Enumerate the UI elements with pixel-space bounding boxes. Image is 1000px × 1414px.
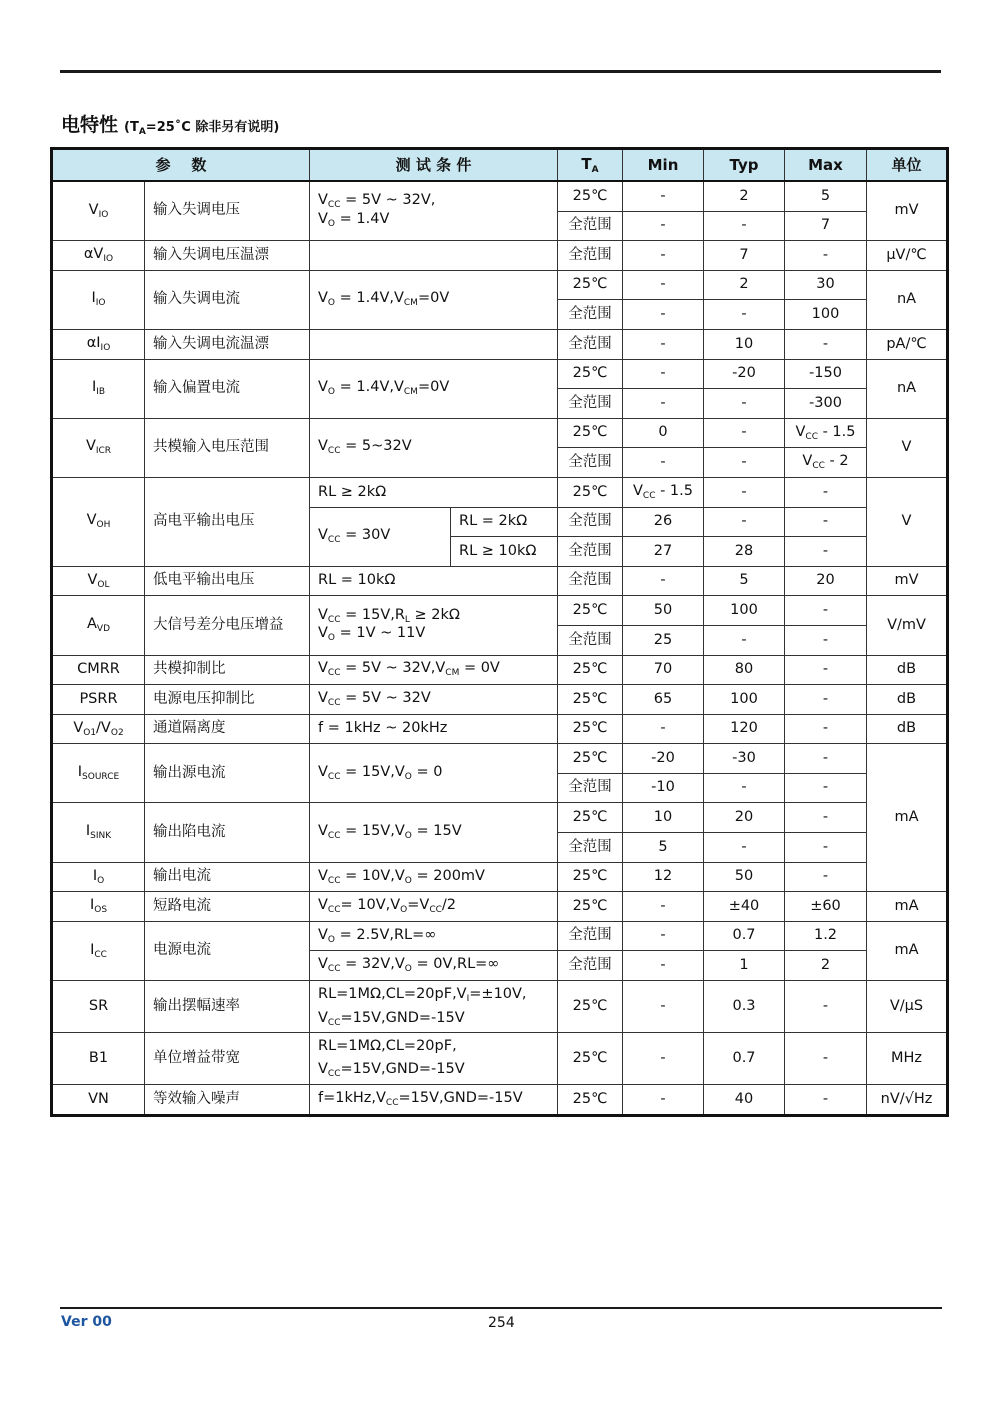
test-condition (310, 241, 558, 271)
header-min: Min (623, 149, 704, 182)
cell-min: 26 (623, 507, 704, 537)
test-condition: RL=1MΩ,CL=20pF, $V_{CC}=15V,GND=-15V$ (310, 1033, 558, 1085)
cell-ta: 25℃ (558, 477, 623, 507)
table-row (52, 329, 948, 359)
cell-typ: 28 (704, 537, 785, 567)
cell-max: - (785, 685, 867, 715)
cell-unit: mA (867, 921, 948, 980)
test-condition-sub: RL = 2kΩ (451, 507, 558, 537)
table-row (52, 862, 948, 892)
table-row (52, 921, 948, 951)
param-symbol: $I_{SOURCE}$ (52, 744, 145, 803)
test-condition: $V_{CC}$ = 5~32V (310, 418, 558, 477)
section-title (61, 110, 279, 137)
cell-ta: 全范围 (558, 921, 623, 951)
cell-ta: 25℃ (558, 1085, 623, 1116)
cell-typ: - (704, 300, 785, 330)
cell-ta: 全范围 (558, 241, 623, 271)
cell-max: 100 (785, 300, 867, 330)
cell-max: - (785, 537, 867, 567)
cell-min: $V_{CC} - 1.5$ (623, 477, 704, 507)
cell-max: - (785, 803, 867, 833)
cell-max: 7 (785, 211, 867, 241)
cell-ta: 25℃ (558, 744, 623, 774)
table-row (52, 685, 948, 715)
param-name: 输入失调电压 (145, 181, 310, 241)
cell-unit: V/μS (867, 981, 948, 1033)
cell-max: - (785, 862, 867, 892)
test-condition: $V_O = 2.5V,RL=\infty$ (310, 921, 558, 951)
cell-ta: 全范围 (558, 389, 623, 419)
param-symbol: $I_{SINK}$ (52, 803, 145, 862)
table-row (52, 270, 948, 300)
cell-min: - (623, 951, 704, 981)
cell-unit: pA/℃ (867, 329, 948, 359)
table-row (52, 418, 948, 448)
table-row (52, 566, 948, 596)
cell-min: -10 (623, 773, 704, 803)
cell-ta: 全范围 (558, 625, 623, 655)
param-symbol: $I_{IB}$ (52, 359, 145, 418)
cell-ta: 全范围 (558, 329, 623, 359)
param-name: 输出陷电流 (145, 803, 310, 862)
table-header-row (52, 149, 948, 182)
cell-ta: 25℃ (558, 418, 623, 448)
param-symbol: $V_{OL}$ (52, 566, 145, 596)
cell-min: - (623, 921, 704, 951)
param-name: 输入偏置电流 (145, 359, 310, 418)
table-row (52, 359, 948, 389)
cell-min: - (623, 981, 704, 1033)
param-symbol: VN (52, 1085, 145, 1116)
cell-typ: - (704, 211, 785, 241)
cell-max: - (785, 981, 867, 1033)
cell-max: ±60 (785, 892, 867, 922)
table-row (52, 714, 948, 744)
cell-ta: 25℃ (558, 596, 623, 626)
cell-typ: - (704, 448, 785, 478)
param-name: 大信号差分电压增益 (145, 596, 310, 655)
cell-unit: dB (867, 714, 948, 744)
cell-min: - (623, 270, 704, 300)
footer-rule (60, 1307, 942, 1309)
cell-max: - (785, 625, 867, 655)
cell-max: -300 (785, 389, 867, 419)
table-row (52, 241, 948, 271)
cell-typ: 0.3 (704, 981, 785, 1033)
param-symbol: $A_{VD}$ (52, 596, 145, 655)
cell-max: - (785, 241, 867, 271)
test-condition: $V_O = 1.4V,V_{CM}=0V$ (310, 270, 558, 329)
cell-min: - (623, 241, 704, 271)
cell-ta: 25℃ (558, 685, 623, 715)
param-name: 输出摆幅速率 (145, 981, 310, 1033)
table-row (52, 181, 948, 211)
cell-unit: dB (867, 655, 948, 685)
cell-max: - (785, 1033, 867, 1085)
cell-typ: 20 (704, 803, 785, 833)
test-condition: $RL=1M\Omega,CL=20pF,V_I=\pm 10V$, $V_{CC}=15V,GND=-15V$ (310, 981, 558, 1033)
cell-unit: mA (867, 744, 948, 892)
cell-min: 5 (623, 833, 704, 863)
cell-typ: 0.7 (704, 921, 785, 951)
param-name: 共模抑制比 (145, 655, 310, 685)
table-row (52, 1085, 948, 1116)
param-name: 输出电流 (145, 862, 310, 892)
cell-typ: -30 (704, 744, 785, 774)
cell-typ: - (704, 389, 785, 419)
param-name: 单位增益带宽 (145, 1033, 310, 1085)
header-param: 参 数 (52, 149, 310, 182)
cell-max: - (785, 744, 867, 774)
cell-min: 27 (623, 537, 704, 567)
test-condition: RL = 10kΩ (310, 566, 558, 596)
table-row (52, 744, 948, 774)
cell-typ: 5 (704, 566, 785, 596)
cell-min: - (623, 211, 704, 241)
cell-typ: -20 (704, 359, 785, 389)
cell-typ: 50 (704, 862, 785, 892)
cell-typ: - (704, 773, 785, 803)
cell-typ: 100 (704, 685, 785, 715)
cell-typ: - (704, 625, 785, 655)
cell-min: - (623, 892, 704, 922)
cell-unit: mV (867, 181, 948, 241)
test-condition: $V_{CC} = 30V$ (310, 507, 451, 566)
param-name: 通道隔离度 (145, 714, 310, 744)
param-name: 电源电流 (145, 921, 310, 980)
param-name: 输入失调电流 (145, 270, 310, 329)
cell-max: - (785, 833, 867, 863)
test-condition (310, 329, 558, 359)
cell-min: - (623, 1085, 704, 1116)
cell-ta: 25℃ (558, 1033, 623, 1085)
header-ta: $T_A$ (558, 149, 623, 182)
cell-typ: - (704, 507, 785, 537)
param-name: 输出源电流 (145, 744, 310, 803)
test-condition: $V_{CC} = 32V,V_O = 0V,RL=\infty$ (310, 951, 558, 981)
cell-min: 65 (623, 685, 704, 715)
cell-ta: 25℃ (558, 862, 623, 892)
cell-ta: 全范围 (558, 507, 623, 537)
cell-ta: 25℃ (558, 981, 623, 1033)
cell-min: 10 (623, 803, 704, 833)
param-name: 高电平输出电压 (145, 477, 310, 566)
param-symbol: $I_O$ (52, 862, 145, 892)
cell-ta: 25℃ (558, 270, 623, 300)
cell-min: - (623, 566, 704, 596)
cell-unit: nA (867, 270, 948, 329)
param-symbol: B1 (52, 1033, 145, 1085)
cell-max: -150 (785, 359, 867, 389)
cell-typ: 2 (704, 270, 785, 300)
cell-unit: V (867, 418, 948, 477)
cell-max: 5 (785, 181, 867, 211)
cell-min: - (623, 300, 704, 330)
test-condition: RL ≥ 2kΩ (310, 477, 558, 507)
cell-typ: - (704, 833, 785, 863)
table-row (52, 596, 948, 626)
cell-min: - (623, 1033, 704, 1085)
cell-ta: 全范围 (558, 773, 623, 803)
cell-unit: mV (867, 566, 948, 596)
cell-unit: MHz (867, 1033, 948, 1085)
cell-min: 70 (623, 655, 704, 685)
cell-typ: 0.7 (704, 1033, 785, 1085)
electrical-characteristics-table (50, 147, 949, 1117)
param-name: 等效输入噪声 (145, 1085, 310, 1116)
cell-max: - (785, 714, 867, 744)
cell-typ: - (704, 477, 785, 507)
cell-ta: 全范围 (558, 566, 623, 596)
table-row (52, 477, 948, 507)
table-row (52, 981, 948, 1033)
cell-max: - (785, 655, 867, 685)
cell-ta: 25℃ (558, 359, 623, 389)
cell-min: 0 (623, 418, 704, 448)
cell-min: - (623, 448, 704, 478)
cell-unit: nA (867, 359, 948, 418)
cell-typ: 7 (704, 241, 785, 271)
test-condition-sub: RL ≥ 10kΩ (451, 537, 558, 567)
test-condition: $V_{CC} = 5V$ ~ 32V (310, 685, 558, 715)
cell-typ: 2 (704, 181, 785, 211)
cell-typ: 120 (704, 714, 785, 744)
param-name: 低电平输出电压 (145, 566, 310, 596)
section-title-condition: ($T_A=25˚C$ 除非另有说明) (124, 120, 280, 137)
version-label: Ver 00 (61, 1314, 112, 1330)
cell-unit: V (867, 477, 948, 566)
cell-ta: 25℃ (558, 892, 623, 922)
param-symbol: $V_{OH}$ (52, 477, 145, 566)
cell-min: 25 (623, 625, 704, 655)
test-condition: f = 1kHz ~ 20kHz (310, 714, 558, 744)
cell-ta: 全范围 (558, 448, 623, 478)
param-name: 共模输入电压范围 (145, 418, 310, 477)
test-condition: $V_{CC}= 10V,V_O=V_{CC}/2$ (310, 892, 558, 922)
param-symbol: $I_{OS}$ (52, 892, 145, 922)
cell-ta: 全范围 (558, 833, 623, 863)
param-symbol: CMRR (52, 655, 145, 685)
cell-max: - (785, 1085, 867, 1116)
header-typ: Typ (704, 149, 785, 182)
test-condition: $V_{CC} = 15V,R_L \ge 2k\Omega$ $V_O = 1V$ ~ 11V (310, 596, 558, 655)
cell-typ: ±40 (704, 892, 785, 922)
param-symbol: SR (52, 981, 145, 1033)
cell-ta: 全范围 (558, 300, 623, 330)
cell-unit: dB (867, 685, 948, 715)
param-name: 短路电流 (145, 892, 310, 922)
test-condition: $f=1kHz,V_{CC}=15V,GND=-15V$ (310, 1085, 558, 1116)
param-name: 输入失调电压温漂 (145, 241, 310, 271)
test-condition: $V_{CC} = 15V,V_O = 15V$ (310, 803, 558, 862)
cell-unit: V/mV (867, 596, 948, 655)
table-row (52, 892, 948, 922)
param-name: 输入失调电流温漂 (145, 329, 310, 359)
test-condition: $V_{CC} = 5V$ ~ $32V,V_{CM} = 0V$ (310, 655, 558, 685)
cell-min: - (623, 359, 704, 389)
table-row (52, 1033, 948, 1085)
cell-min: -20 (623, 744, 704, 774)
param-name: 电源电压抑制比 (145, 685, 310, 715)
cell-ta: 25℃ (558, 714, 623, 744)
cell-ta: 25℃ (558, 655, 623, 685)
cell-max: $V_{CC} - 1.5$ (785, 418, 867, 448)
cell-min: - (623, 389, 704, 419)
header-rule (60, 70, 941, 73)
section-title-text: 电特性 (61, 114, 119, 136)
page-number: 254 (488, 1315, 515, 1331)
cell-typ: 40 (704, 1085, 785, 1116)
cell-max: - (785, 773, 867, 803)
param-symbol: $I_{IO}$ (52, 270, 145, 329)
cell-typ: 10 (704, 329, 785, 359)
cell-max: - (785, 329, 867, 359)
param-symbol: $V_{ICR}$ (52, 418, 145, 477)
cell-max: $V_{CC} - 2$ (785, 448, 867, 478)
cell-typ: 1 (704, 951, 785, 981)
param-symbol: $\alpha V_{IO}$ (52, 241, 145, 271)
cell-ta: 全范围 (558, 951, 623, 981)
cell-unit: μV/℃ (867, 241, 948, 271)
cell-max: 2 (785, 951, 867, 981)
cell-min: 50 (623, 596, 704, 626)
cell-min: - (623, 181, 704, 211)
test-condition: $V_{CC} = 5V$ ~ 32V, $V_O = 1.4V$ (310, 181, 558, 241)
test-condition: $V_{CC} = 10V,V_O = 200mV$ (310, 862, 558, 892)
table-row (52, 655, 948, 685)
cell-min: - (623, 329, 704, 359)
param-symbol: PSRR (52, 685, 145, 715)
cell-typ: - (704, 418, 785, 448)
param-symbol: $I_{CC}$ (52, 921, 145, 980)
cell-max: 20 (785, 566, 867, 596)
cell-ta: 25℃ (558, 181, 623, 211)
cell-typ: 80 (704, 655, 785, 685)
header-max: Max (785, 149, 867, 182)
test-condition: $V_{CC} = 15V,V_O = 0$ (310, 744, 558, 803)
cell-max: - (785, 477, 867, 507)
table-row (52, 803, 948, 833)
param-symbol: $V_{IO}$ (52, 181, 145, 241)
cell-max: - (785, 507, 867, 537)
cell-unit: nV/√Hz (867, 1085, 948, 1116)
header-unit: 单位 (867, 149, 948, 182)
cell-min: - (623, 714, 704, 744)
cell-max: 1.2 (785, 921, 867, 951)
param-symbol: $\alpha I_{IO}$ (52, 329, 145, 359)
cell-min: 12 (623, 862, 704, 892)
cell-typ: 100 (704, 596, 785, 626)
header-cond: 测 试 条 件 (310, 149, 558, 182)
test-condition: $V_O = 1.4V,V_{CM}=0V$ (310, 359, 558, 418)
cell-unit: mA (867, 892, 948, 922)
param-symbol: $V_{O1}/V_{O2}$ (52, 714, 145, 744)
cell-max: 30 (785, 270, 867, 300)
cell-ta: 全范围 (558, 211, 623, 241)
cell-max: - (785, 596, 867, 626)
cell-ta: 全范围 (558, 537, 623, 567)
cell-ta: 25℃ (558, 803, 623, 833)
